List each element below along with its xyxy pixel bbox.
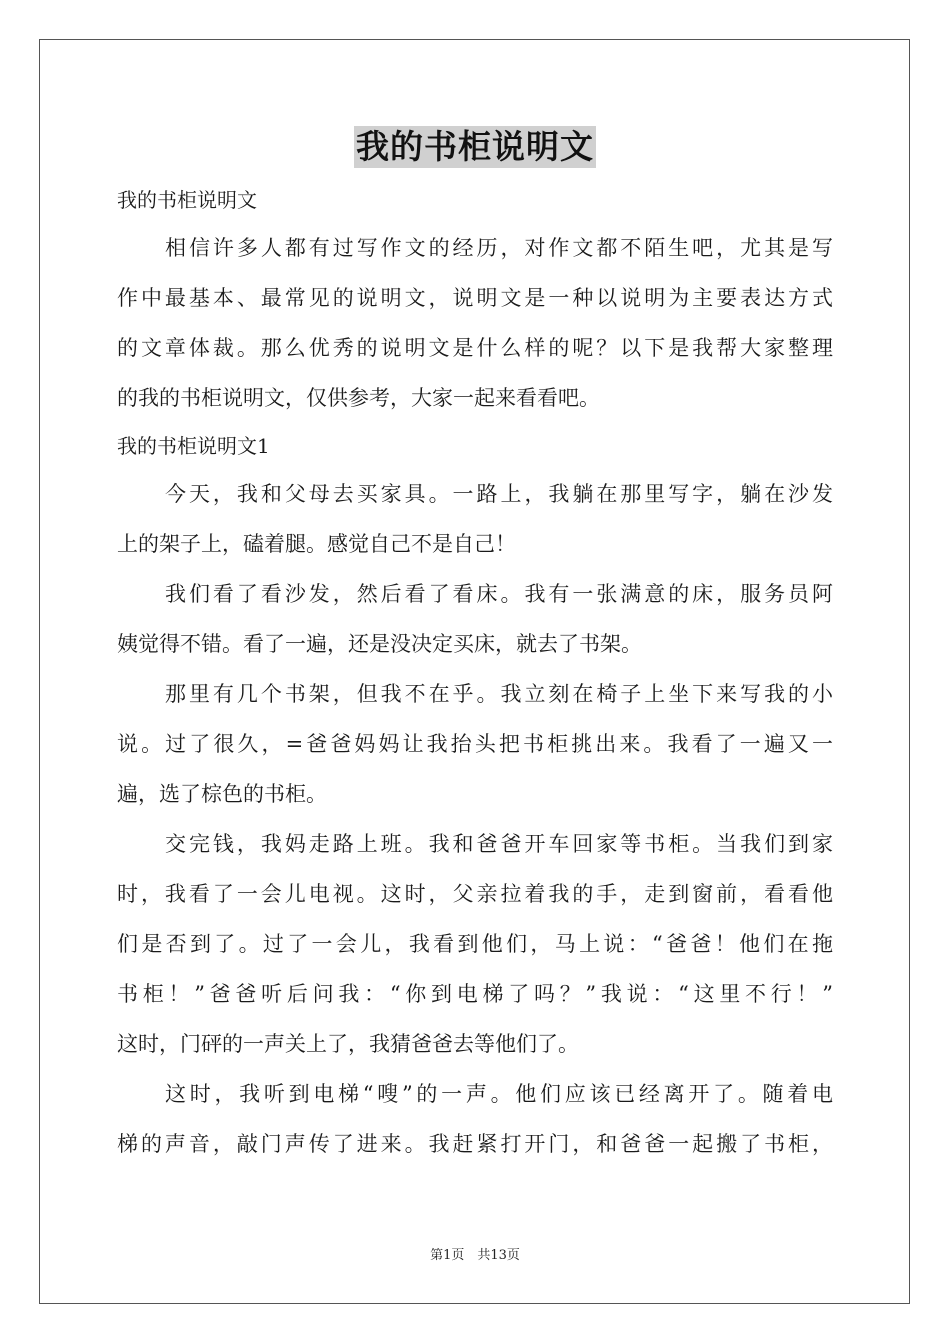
text-line: 这时，门砰的一声关上了，我猜爸爸去等他们了。 bbox=[117, 1032, 579, 1056]
text-line: 们是否到了。过了一会儿，我看到他们，马上说：“爸爸！他们在拖 bbox=[117, 932, 833, 956]
document-body bbox=[117, 177, 833, 1169]
document-title: 我的书柜说明文 bbox=[356, 127, 594, 166]
paragraph-3 bbox=[117, 669, 833, 819]
text-line: 梯的声音，敲门声传了进来。我赶紧打开门，和爸爸一起搬了书柜， bbox=[117, 1132, 833, 1156]
title-container bbox=[0, 126, 950, 168]
text-line: 姨觉得不错。看了一遍，还是没决定买床，就去了书架。 bbox=[117, 632, 642, 656]
text-line: 书柜！”爸爸听后问我：“你到电梯了吗？”我说：“这里不行！” bbox=[117, 982, 833, 1006]
paragraph-2 bbox=[117, 569, 833, 669]
page-footer: 第1页 共13页 bbox=[430, 1248, 520, 1263]
text-line: 时，我看了一会儿电视。这时，父亲拉着我的手，走到窗前，看看他 bbox=[117, 882, 833, 906]
section-heading: 我的书柜说明文1 bbox=[117, 434, 270, 458]
paragraph-5 bbox=[117, 1069, 833, 1169]
subtitle: 我的书柜说明文 bbox=[117, 188, 257, 212]
text-line: 那里有几个书架，但我不在乎。我立刻在椅子上坐下来写我的小 bbox=[165, 682, 833, 706]
text-line: 相信许多人都有过写作文的经历，对作文都不陌生吧，尤其是写 bbox=[165, 236, 833, 260]
text-line: 我们看了看沙发，然后看了看床。我有一张满意的床，服务员阿 bbox=[165, 582, 833, 606]
paragraph-1 bbox=[117, 469, 833, 569]
text-line: 遍，选了棕色的书柜。 bbox=[117, 782, 327, 806]
text-line: 交完钱，我妈走路上班。我和爸爸开车回家等书柜。当我们到家 bbox=[165, 832, 833, 856]
text-line: 今天，我和父母去买家具。一路上，我躺在那里写字，躺在沙发 bbox=[165, 482, 833, 506]
text-line: 说。过了很久，=爸爸妈妈让我抬头把书柜挑出来。我看了一遍又一 bbox=[117, 732, 833, 756]
text-line: 作中最基本、最常见的说明文，说明文是一种以说明为主要表达方式 bbox=[117, 286, 833, 310]
text-line: 的我的书柜说明文，仅供参考，大家一起来看看吧。 bbox=[117, 386, 600, 410]
intro-paragraph bbox=[117, 223, 833, 423]
text-line: 上的架子上，磕着腿。感觉自己不是自己！ bbox=[117, 532, 516, 556]
paragraph-4 bbox=[117, 819, 833, 1069]
text-line: 的文章体裁。那么优秀的说明文是什么样的呢？以下是我帮大家整理 bbox=[117, 336, 833, 360]
text-line: 这时，我听到电梯“嗖”的一声。他们应该已经离开了。随着电 bbox=[165, 1082, 833, 1106]
